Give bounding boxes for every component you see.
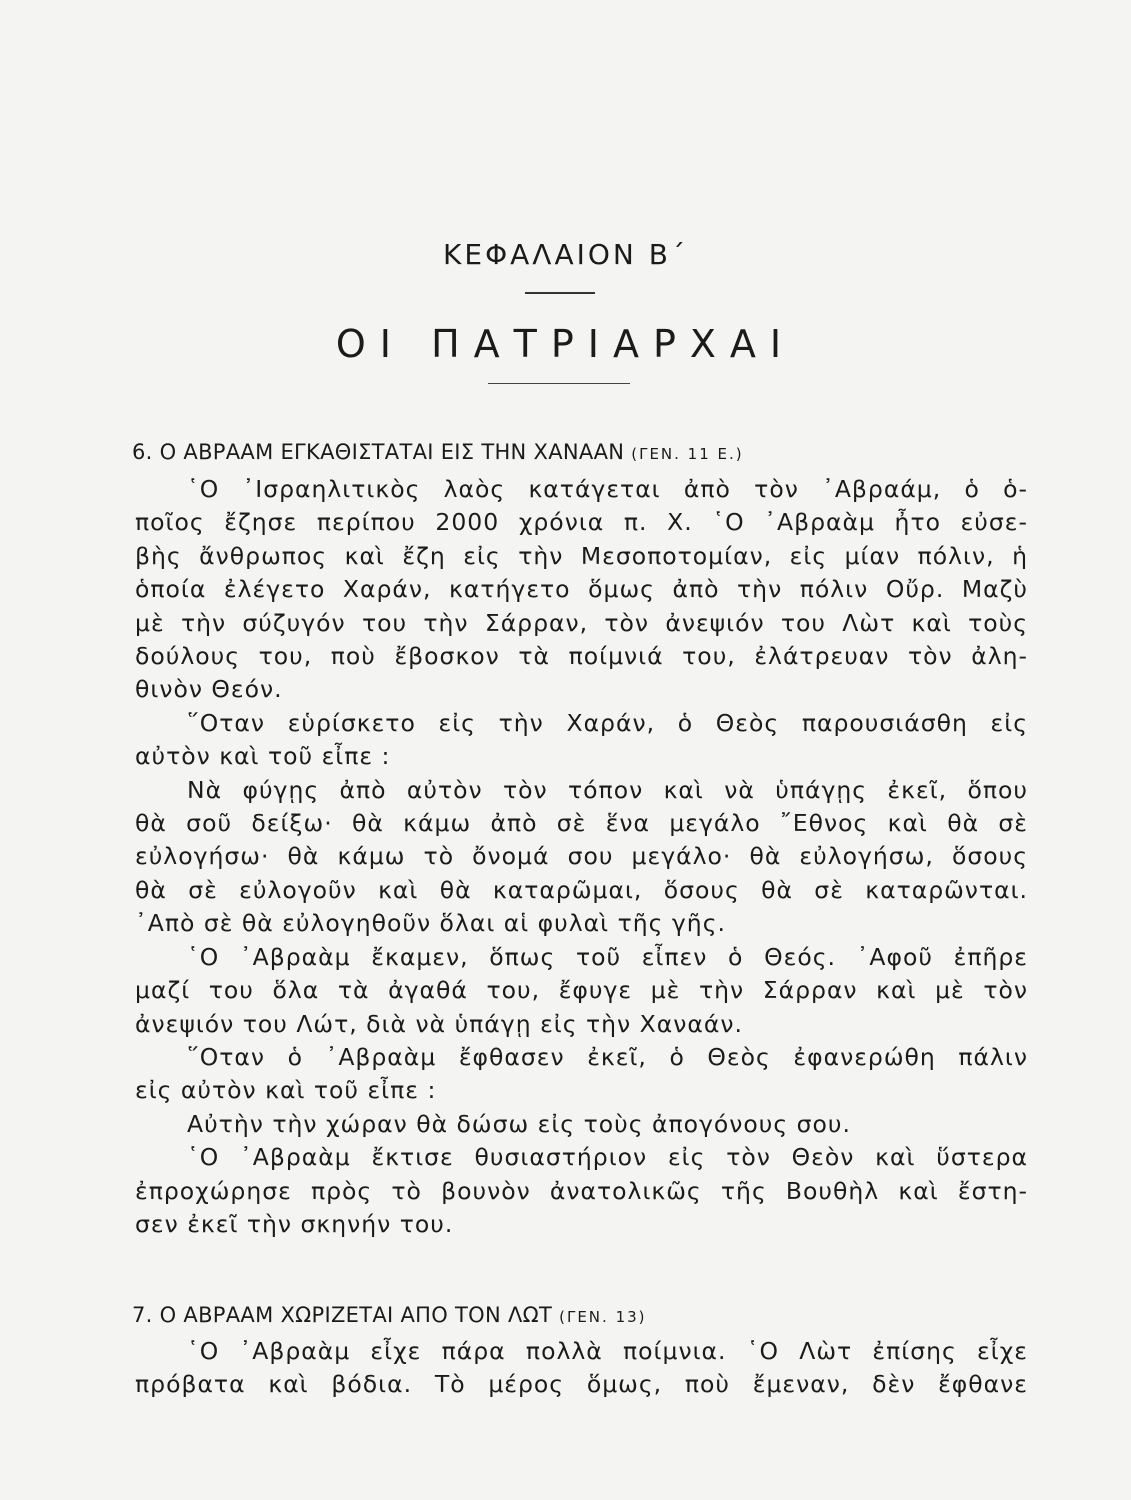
text-line: αὐτὸν καὶ τοῦ εἶπε : xyxy=(135,742,391,771)
text-line: θὰ σὲ εὐλογοῦν καὶ θὰ καταρῶμαι, ὅσους θὰ σὲ καταρῶνται. xyxy=(135,875,1028,904)
section-6-reference: (ΓΕΝ. 11 Ε.) xyxy=(631,445,744,463)
divider-long xyxy=(488,383,630,384)
text-line: πρόβατα καὶ βόδια. Τὸ μέρος ὅμως, ποὺ ἔμεναν, δὲν ἔφθανε xyxy=(135,1370,1028,1399)
section-6-heading xyxy=(132,440,744,464)
section-6-title: 6. Ο ΑΒΡΑΑΜ ΕΓΚΑΘΙΣΤΑΤΑΙ ΕΙΣ ΤΗΝ ΧΑΝΑΑΝ xyxy=(132,440,625,464)
text-line: εἰς αὐτὸν καὶ τοῦ εἶπε : xyxy=(135,1076,437,1105)
section-6-body xyxy=(135,473,1028,1241)
text-line: ἐπροχώρησε πρὸς τὸ βουνὸν ἀνατολικῶς τῆς Βουθὴλ καὶ ἔστη- xyxy=(135,1176,1028,1205)
text-line: ῞Οταν εὑρίσκετο εἰς τὴν Χαράν, ὁ Θεὸς παρουσιάσθη εἰς xyxy=(187,708,1028,737)
text-line: ῾Ο ᾿Αβραὰμ εἶχε πάρα πολλὰ ποίμνια. ῾Ο Λὼτ ἐπίσης εἶχε xyxy=(187,1337,1028,1365)
text-line: ῾Ο ᾿Αβραὰμ ἔκτισε θυσιαστήριον εἰς τὸν Θεὸν καὶ ὕστερα xyxy=(187,1143,1028,1172)
text-line: μαζί του ὅλα τὰ ἀγαθά του, ἔφυγε μὲ τὴν Σάρραν καὶ μὲ τὸν xyxy=(135,976,1028,1005)
section-7-body xyxy=(135,1335,1028,1402)
text-line: εὐλογήσω· θὰ κάμω τὸ ὄνομά σου μεγάλο· θὰ εὐλογήσω, ὅσους xyxy=(135,842,1028,871)
text-line: Αὐτὴν τὴν χώραν θὰ δώσω εἰς τοὺς ἀπογόνους σου. xyxy=(187,1109,851,1138)
text-line: θὰ σοῦ δείξω· θὰ κάμω ἀπὸ σὲ ἕνα μεγάλο ῎Εθνος καὶ θὰ σὲ xyxy=(135,809,1028,838)
text-line: θινὸν Θεόν. xyxy=(135,675,283,704)
text-line: ποῖος ἔζησε περίπου 2000 χρόνια π. Χ. ῾Ο ᾿Αβραὰμ ἦτο εὐσε- xyxy=(135,508,1028,537)
text-line: ὁποία ἐλέγετο Χαράν, κατήγετο ὅμως ἀπὸ τὴν πόλιν Οὔρ. Μαζὺ xyxy=(135,575,1028,604)
text-line: δούλους του, ποὺ ἔβοσκον τὰ ποίμνιά του, ἐλάτρευαν τὸν ἀλη- xyxy=(135,642,1028,671)
text-line: βὴς ἄνθρωπος καὶ ἔζη εἰς τὴν Μεσοποτομίαν, εἰς μίαν πόλιν, ἡ xyxy=(135,541,1028,570)
chapter-label: ΚΕΦΑΛΑΙΟΝ Β΄ xyxy=(443,238,688,271)
text-line: ᾿Απὸ σὲ θὰ εὐλογηθοῦν ὅλαι αἱ φυλαὶ τῆς γῆς. xyxy=(135,909,726,938)
section-7-heading xyxy=(132,1303,647,1327)
text-line: ῾Ο ᾿Αβραὰμ ἔκαμεν, ὅπως τοῦ εἶπεν ὁ Θεός. ᾿Αφοῦ ἐπῆρε xyxy=(187,942,1028,971)
text-line: σεν ἐκεῖ τὴν σκηνήν του. xyxy=(135,1209,454,1238)
section-7-reference: (ΓΕΝ. 13) xyxy=(559,1308,647,1326)
section-7-title: 7. Ο ΑΒΡΑΑΜ ΧΩΡΙΖΕΤΑΙ ΑΠΟ ΤΟΝ ΛΩΤ xyxy=(132,1303,553,1327)
text-line: μὲ τὴν σύζυγόν του τὴν Σάρραν, τὸν ἀνεψιόν του Λὼτ καὶ τοὺς xyxy=(135,608,1028,637)
text-line: ῞Οταν ὁ ᾿Αβραὰμ ἔφθασεν ἐκεῖ, ὁ Θεὸς ἐφανερώθη πάλιν xyxy=(187,1042,1028,1071)
text-line: Νὰ φύγῃς ἀπὸ αὐτὸν τὸν τόπον καὶ νὰ ὑπάγῃς ἐκεῖ, ὅπου xyxy=(187,775,1028,804)
divider-short xyxy=(525,292,595,294)
text-line: ἀνεψιόν του Λώτ, διὰ νὰ ὑπάγῃ εἰς τὴν Χαναάν. xyxy=(135,1009,743,1038)
chapter-title: ΟΙ ΠΑΤΡΙΑΡΧΑΙ xyxy=(335,322,796,366)
text-line: ῾Ο ᾿Ισραηλιτικὸς λαὸς κατάγεται ἀπὸ τὸν ᾿Αβραάμ, ὁ ὁ- xyxy=(187,475,1028,503)
